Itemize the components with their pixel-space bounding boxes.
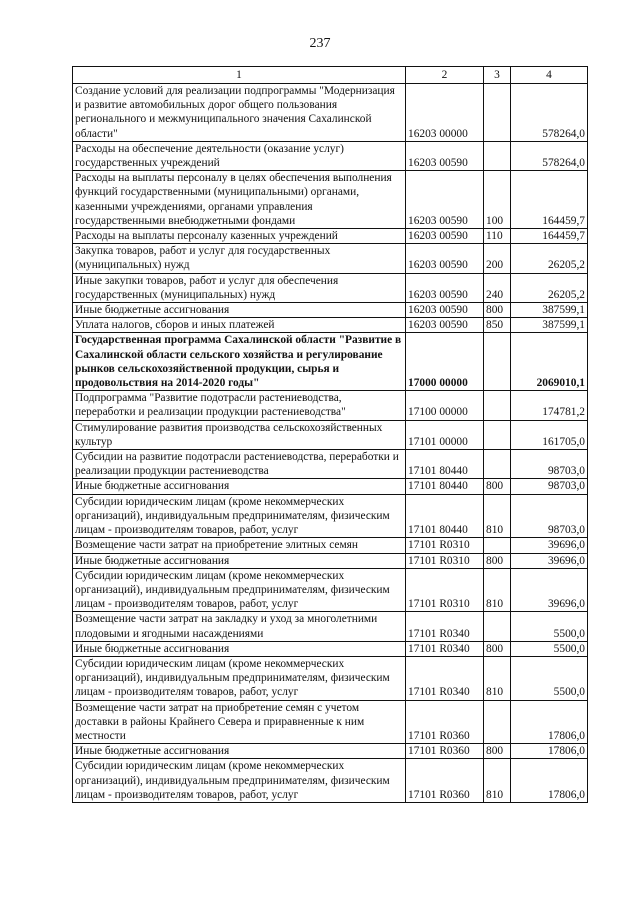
table-row (73, 494, 588, 538)
row-amount: 17806,0 (511, 759, 588, 803)
row-amount: 26205,2 (511, 244, 588, 273)
table-row (73, 303, 588, 318)
table-row (73, 420, 588, 449)
row-description: Государственная программа Сахалинской области "Развитие в Сахалинской области сельского хозяйства и регулирование рынков сельскохозяйственной продукции, сырья и продовольствия на 2014-2020 годы" (73, 333, 406, 391)
row-target-code: 17101 R0340 (406, 656, 484, 700)
table-row (73, 479, 588, 494)
row-amount: 387599,1 (511, 318, 588, 333)
row-target-code: 17000 00000 (406, 333, 484, 391)
row-expense-type: 810 (484, 568, 511, 612)
table-row (73, 318, 588, 333)
table-row (73, 84, 588, 142)
row-expense-type: 110 (484, 229, 511, 244)
table-row (73, 568, 588, 612)
table-row (73, 759, 588, 803)
row-target-code: 17101 R0340 (406, 612, 484, 641)
row-expense-type: 100 (484, 171, 511, 229)
row-target-code: 17101 80440 (406, 479, 484, 494)
row-expense-type: 800 (484, 553, 511, 568)
column-header-amount: 4 (511, 67, 588, 84)
row-target-code: 17101 R0310 (406, 553, 484, 568)
row-expense-type: 810 (484, 759, 511, 803)
row-expense-type: 800 (484, 479, 511, 494)
row-expense-type (484, 538, 511, 553)
row-amount: 5500,0 (511, 612, 588, 641)
table-header-row (73, 67, 588, 84)
row-description: Иные бюджетные ассигнования (73, 303, 406, 318)
row-expense-type: 800 (484, 744, 511, 759)
row-expense-type (484, 391, 511, 420)
row-description: Возмещение части затрат на закладку и уход за многолетними плодовыми и ягодными насаждениями (73, 612, 406, 641)
row-amount: 161705,0 (511, 420, 588, 449)
table-row (73, 391, 588, 420)
row-target-code: 16203 00590 (406, 229, 484, 244)
row-amount: 5500,0 (511, 656, 588, 700)
row-expense-type (484, 700, 511, 744)
row-target-code: 16203 00590 (406, 318, 484, 333)
table-row (73, 141, 588, 170)
table-row (73, 450, 588, 479)
row-description: Иные бюджетные ассигнования (73, 553, 406, 568)
table-row (73, 273, 588, 302)
row-target-code: 17101 R0360 (406, 744, 484, 759)
table-row (73, 171, 588, 229)
page-number: 237 (309, 36, 331, 51)
table-row (73, 244, 588, 273)
row-target-code: 17101 R0360 (406, 700, 484, 744)
row-description: Иные бюджетные ассигнования (73, 744, 406, 759)
row-amount: 26205,2 (511, 273, 588, 302)
row-amount: 98703,0 (511, 494, 588, 538)
row-description: Субсидии юридическим лицам (кроме некоммерческих организаций), индивидуальным предпринимателям, физическим лицам - производителям товаров, работ, услуг (73, 656, 406, 700)
row-amount: 174781,2 (511, 391, 588, 420)
row-expense-type: 800 (484, 303, 511, 318)
row-expense-type: 810 (484, 494, 511, 538)
row-amount: 164459,7 (511, 171, 588, 229)
row-target-code: 17100 00000 (406, 391, 484, 420)
row-target-code: 17101 00000 (406, 420, 484, 449)
table-body (73, 84, 588, 803)
row-target-code: 17101 R0340 (406, 641, 484, 656)
row-expense-type (484, 420, 511, 449)
table-row (73, 612, 588, 641)
row-target-code: 16203 00590 (406, 171, 484, 229)
row-amount: 98703,0 (511, 479, 588, 494)
column-header-code: 2 (406, 67, 484, 84)
row-amount: 2069010,1 (511, 333, 588, 391)
row-expense-type (484, 84, 511, 142)
table-row (73, 744, 588, 759)
row-description: Субсидии юридическим лицам (кроме некоммерческих организаций), индивидуальным предпринимателям, физическим лицам - производителям товаров, работ, услуг (73, 568, 406, 612)
row-expense-type: 810 (484, 656, 511, 700)
row-amount: 164459,7 (511, 229, 588, 244)
row-expense-type (484, 141, 511, 170)
row-description: Расходы на обеспечение деятельности (оказание услуг) государственных учреждений (73, 141, 406, 170)
row-description: Субсидии юридическим лицам (кроме некоммерческих организаций), индивидуальным предпринимателям, физическим лицам - производителям товаров, работ, услуг (73, 494, 406, 538)
table-row (73, 700, 588, 744)
row-target-code: 16203 00590 (406, 141, 484, 170)
row-amount: 578264,0 (511, 141, 588, 170)
row-target-code: 17101 R0310 (406, 568, 484, 612)
row-description: Иные бюджетные ассигнования (73, 479, 406, 494)
row-description: Стимулирование развития производства сельскохозяйственных культур (73, 420, 406, 449)
column-header-type: 3 (484, 67, 511, 84)
row-amount: 98703,0 (511, 450, 588, 479)
row-description: Возмещение части затрат на приобретение элитных семян (73, 538, 406, 553)
row-target-code: 17101 80440 (406, 450, 484, 479)
row-description: Расходы на выплаты персоналу казенных учреждений (73, 229, 406, 244)
row-target-code: 16203 00000 (406, 84, 484, 142)
row-expense-type: 850 (484, 318, 511, 333)
row-amount: 39696,0 (511, 568, 588, 612)
table-row (73, 656, 588, 700)
row-amount: 39696,0 (511, 553, 588, 568)
row-target-code: 17101 R0360 (406, 759, 484, 803)
table-row (73, 538, 588, 553)
table-row (73, 229, 588, 244)
row-amount: 17806,0 (511, 700, 588, 744)
row-target-code: 16203 00590 (406, 303, 484, 318)
row-expense-type (484, 612, 511, 641)
table-row (73, 641, 588, 656)
row-amount: 387599,1 (511, 303, 588, 318)
row-description: Иные закупки товаров, работ и услуг для обеспечения государственных (муниципальных) нужд (73, 273, 406, 302)
row-target-code: 16203 00590 (406, 273, 484, 302)
row-description: Закупка товаров, работ и услуг для государственных (муниципальных) нужд (73, 244, 406, 273)
row-description: Расходы на выплаты персоналу в целях обеспечения выполнения функций государственными (муниципальными) органами, казенными учреждениями, органами управления государственными внебюджетными фондами (73, 171, 406, 229)
budget-table (72, 66, 588, 803)
row-expense-type (484, 450, 511, 479)
row-amount: 578264,0 (511, 84, 588, 142)
column-header-description: 1 (73, 67, 406, 84)
row-description: Создание условий для реализации подпрограммы "Модернизация и развитие автомобильных дорог общего пользования регионального и межмуниципального значения Сахалинской области" (73, 84, 406, 142)
row-expense-type: 240 (484, 273, 511, 302)
row-amount: 17806,0 (511, 744, 588, 759)
row-description: Субсидии юридическим лицам (кроме некоммерческих организаций), индивидуальным предпринимателям, физическим лицам - производителям товаров, работ, услуг (73, 759, 406, 803)
row-amount: 5500,0 (511, 641, 588, 656)
table-row (73, 333, 588, 391)
row-amount: 39696,0 (511, 538, 588, 553)
row-target-code: 17101 R0310 (406, 538, 484, 553)
row-target-code: 17101 80440 (406, 494, 484, 538)
row-expense-type: 200 (484, 244, 511, 273)
row-expense-type: 800 (484, 641, 511, 656)
row-description: Иные бюджетные ассигнования (73, 641, 406, 656)
row-description: Уплата налогов, сборов и иных платежей (73, 318, 406, 333)
row-description: Возмещение части затрат на приобретение семян с учетом доставки в районы Крайнего Севера и приравненные к ним местности (73, 700, 406, 744)
row-target-code: 16203 00590 (406, 244, 484, 273)
table-row (73, 553, 588, 568)
row-description: Субсидии на развитие подотрасли растениеводства, переработки и реализации продукции растениеводства (73, 450, 406, 479)
row-expense-type (484, 333, 511, 391)
row-description: Подпрограмма "Развитие подотрасли растениеводства, переработки и реализации продукции растениеводства" (73, 391, 406, 420)
